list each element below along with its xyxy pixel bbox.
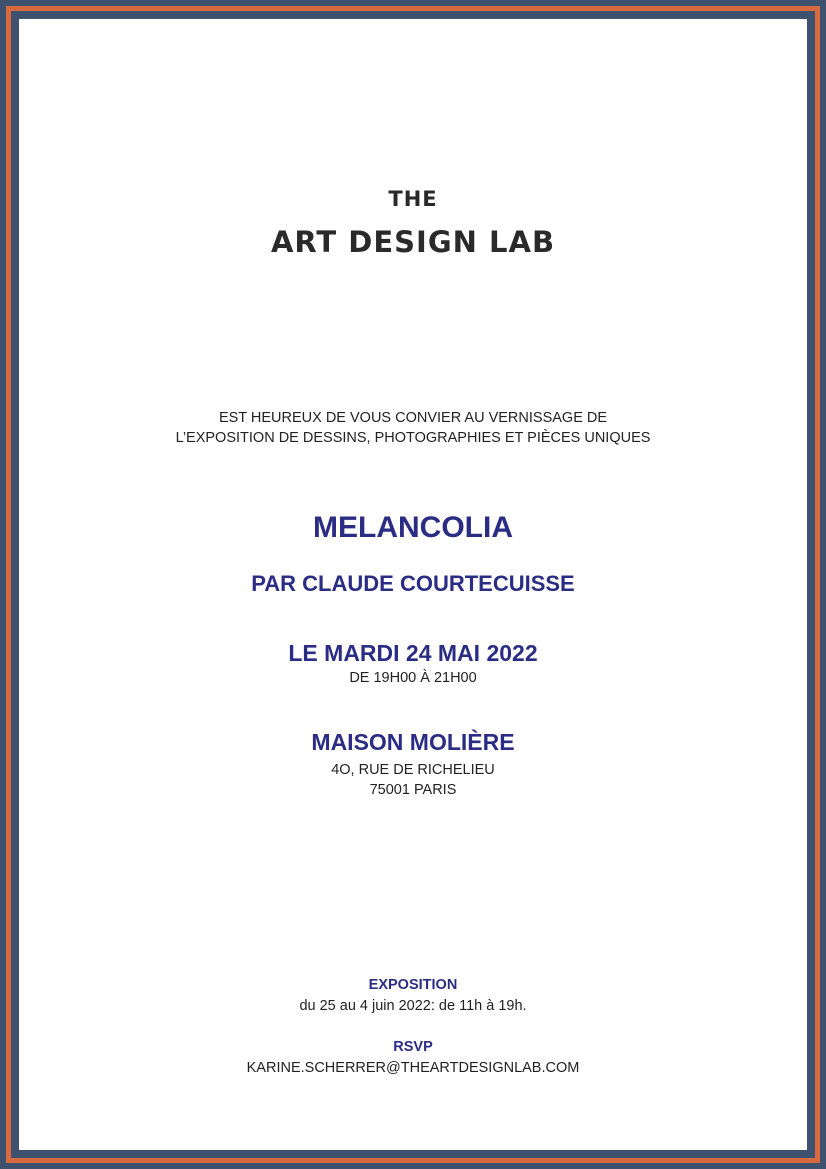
- rsvp-label: RSVP: [393, 1039, 433, 1055]
- invitation-card: [19, 19, 807, 1150]
- intro-line-2: L’EXPOSITION DE DESSINS, PHOTOGRAPHIES ET PIÈCES UNIQUES: [175, 430, 651, 446]
- opening-hours: DE 19H00 À 21H00: [349, 670, 477, 686]
- logo-art-design-lab: ART DESIGN LAB: [270, 225, 556, 259]
- venue-name: MAISON MOLIÈRE: [311, 729, 515, 755]
- exposition-dates: du 25 au 4 juin 2022: de 11h à 19h.: [299, 998, 527, 1014]
- exposition-label: EXPOSITION: [368, 977, 458, 993]
- venue-street: 4O, RUE DE RICHELIEU: [331, 762, 495, 778]
- opening-date: LE MARDI 24 MAI 2022: [288, 640, 538, 666]
- intro-line-1: EST HEUREUX DE VOUS CONVIER AU VERNISSAGE DE: [218, 410, 608, 426]
- exhibition-title: MELANCOLIA: [313, 511, 513, 544]
- venue-address: [19, 760, 807, 800]
- exhibition-author: PAR CLAUDE COURTECUISSE: [251, 571, 575, 596]
- venue-city: 75001 PARIS: [369, 782, 457, 798]
- logo-the: THE: [388, 187, 438, 211]
- rsvp-email: KARINE.SCHERRER@THEARTDESIGNLAB.COM: [246, 1060, 580, 1076]
- intro-text: [19, 408, 807, 448]
